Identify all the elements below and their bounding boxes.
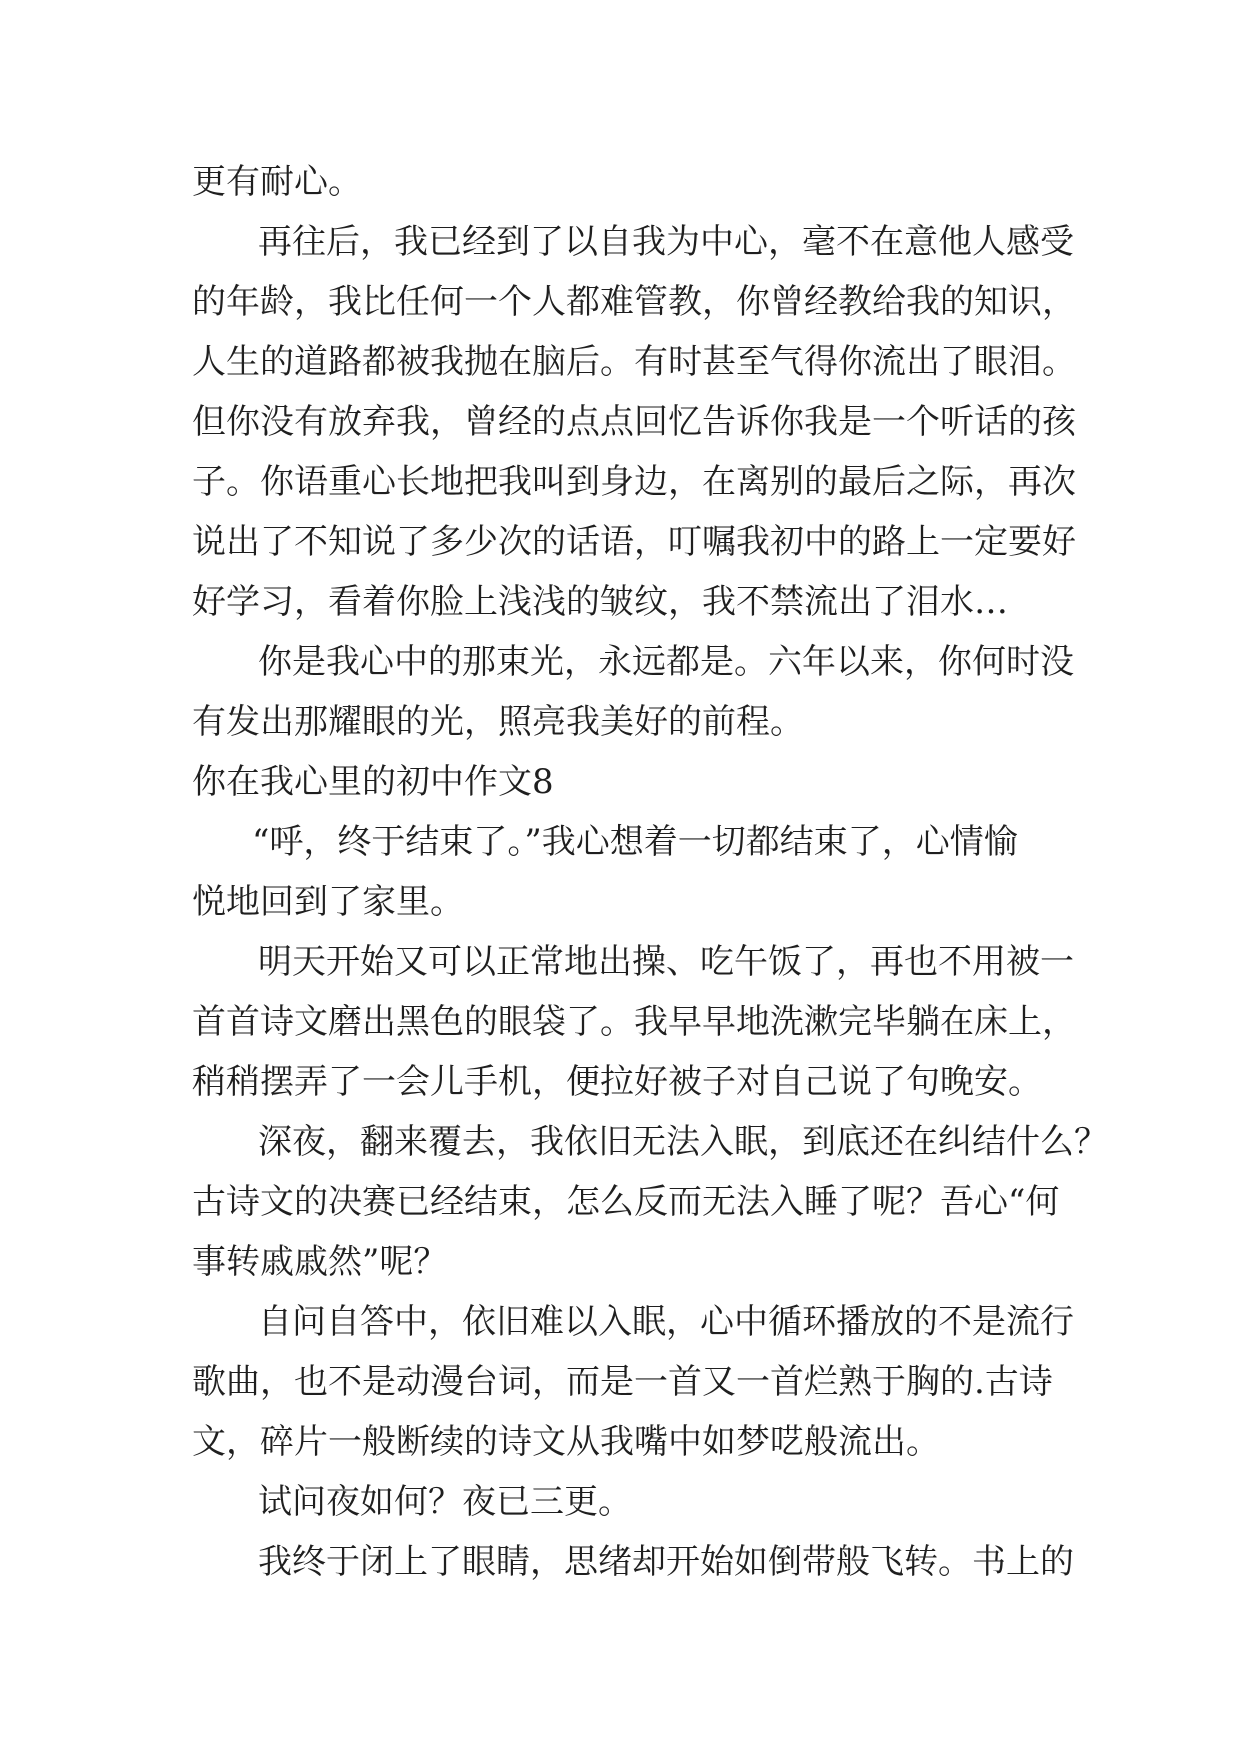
text-line: 悦地回到了家里。 xyxy=(192,882,464,922)
text-line: 更有耐心。 xyxy=(192,162,362,202)
paragraph-start-line: 自问自答中，依旧难以入眠，心中循环播放的不是流行 xyxy=(258,1302,1074,1342)
text-line: 文，碎片一般断续的诗文从我嘴中如梦呓般流出。 xyxy=(192,1422,940,1462)
paragraph-start-line: 深夜，翻来覆去，我依旧无法入眠，到底还在纠结什么？ xyxy=(258,1122,1108,1162)
text-line: 事转戚戚然”呢？ xyxy=(192,1242,448,1282)
text-line: 首首诗文磨出黑色的眼袋了。我早早地洗漱完毕躺在床上， xyxy=(192,1002,1076,1042)
paragraph-start-line: 明天开始又可以正常地出操、吃午饭了，再也不用被一 xyxy=(258,942,1074,982)
paragraph-start-line: “呼，终于结束了。”我心想着一切都结束了，心情愉 xyxy=(252,822,1018,862)
paragraph-start-line: 再往后，我已经到了以自我为中心，毫不在意他人感受 xyxy=(258,222,1074,262)
text-line: 好学习，看着你脸上浅浅的皱纹，我不禁流出了泪水… xyxy=(192,582,1008,622)
text-line: 稍稍摆弄了一会儿手机，便拉好被子对自己说了句晚安。 xyxy=(192,1062,1042,1102)
paragraph-start-line: 试问夜如何？夜已三更。 xyxy=(258,1482,632,1522)
text-line: 人生的道路都被我抛在脑后。有时甚至气得你流出了眼泪。 xyxy=(192,342,1076,382)
text-line: 子。你语重心长地把我叫到身边，在离别的最后之际，再次 xyxy=(192,462,1076,502)
text-line: 的年龄，我比任何一个人都难管教，你曾经教给我的知识， xyxy=(192,282,1076,322)
text-line: 说出了不知说了多少次的话语，叮嘱我初中的路上一定要好 xyxy=(192,522,1076,562)
paragraph-start-line: 你是我心中的那束光，永远都是。六年以来，你何时没 xyxy=(258,642,1074,682)
text-line: 古诗文的决赛已经结束，怎么反而无法入睡了呢？吾心“何 xyxy=(192,1182,1060,1222)
text-line: 歌曲，也不是动漫台词，而是一首又一首烂熟于胸的.古诗 xyxy=(192,1362,1053,1402)
text-line: 有发出那耀眼的光，照亮我美好的前程。 xyxy=(192,702,804,742)
paragraph-start-line: 我终于闭上了眼睛，思绪却开始如倒带般飞转。书上的 xyxy=(258,1542,1074,1582)
text-line: 但你没有放弃我，曾经的点点回忆告诉你我是一个听话的孩 xyxy=(192,402,1076,442)
section-title: 你在我心里的初中作文8 xyxy=(192,762,554,802)
